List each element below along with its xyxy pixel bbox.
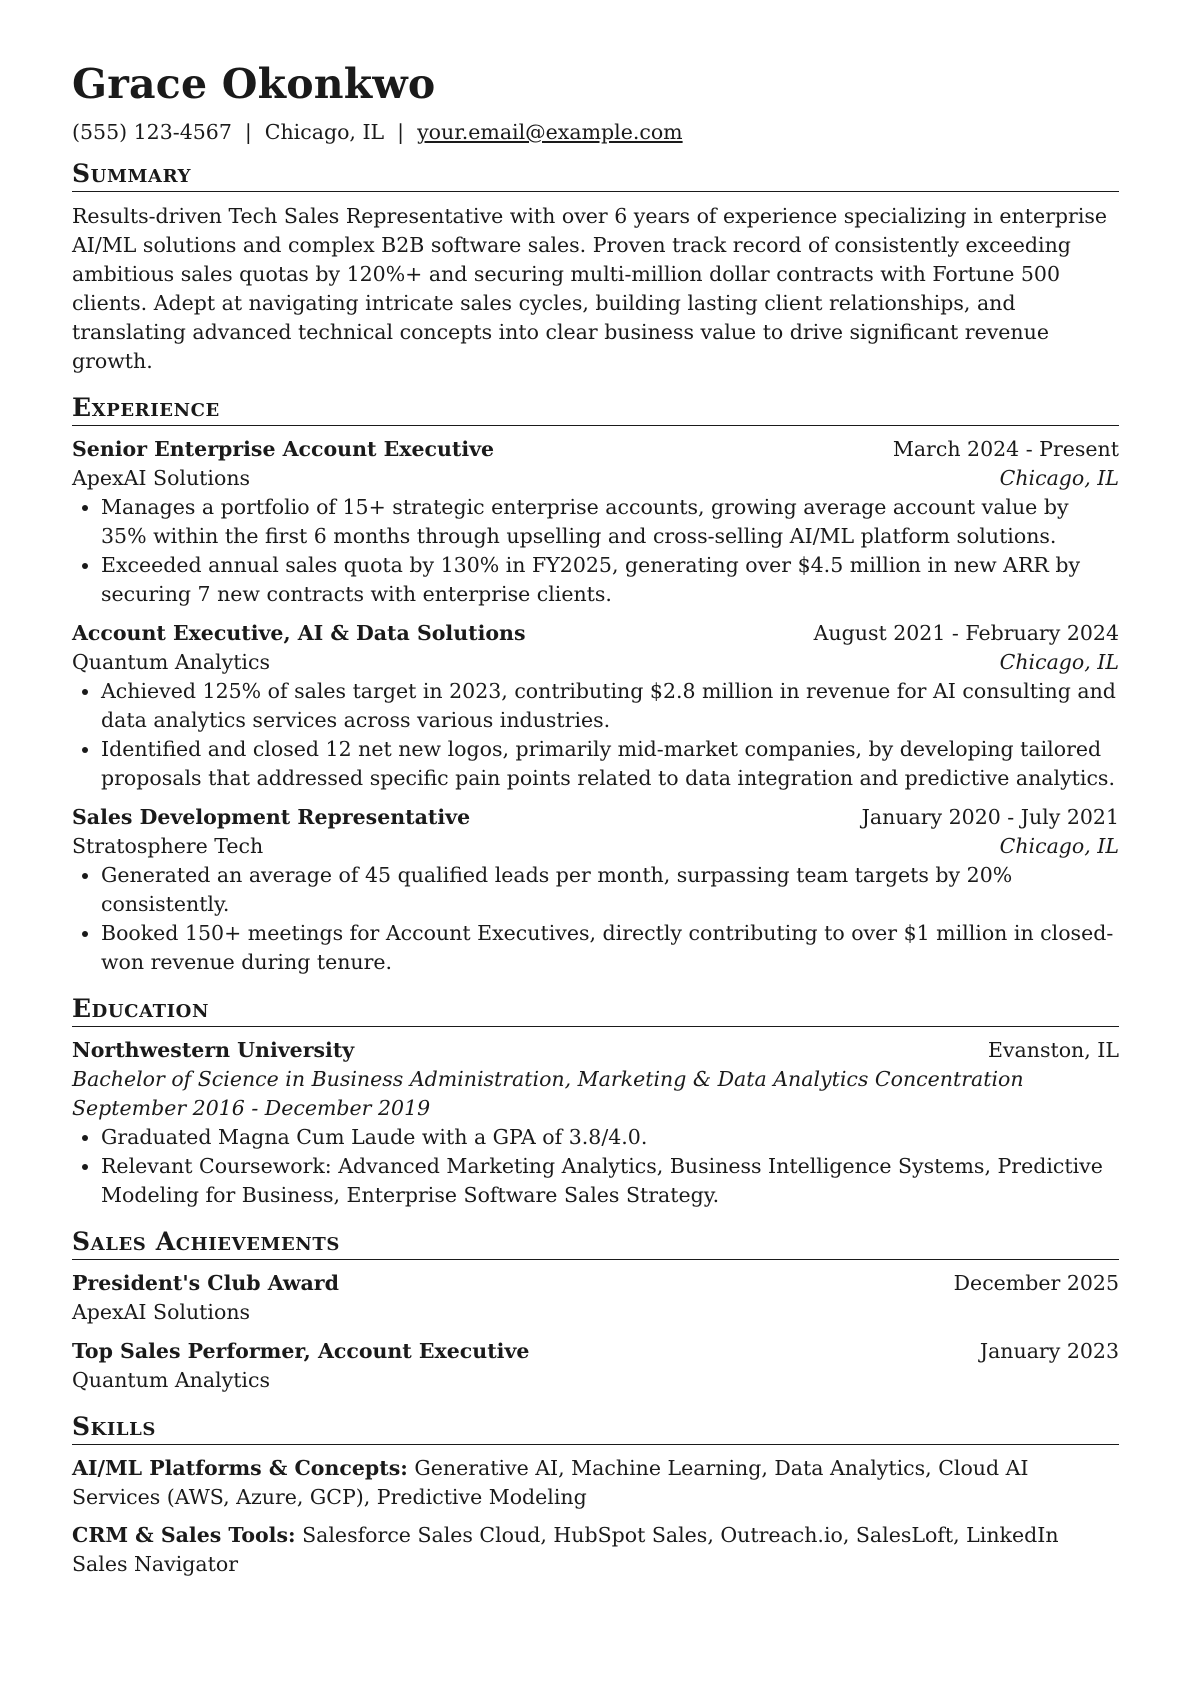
- candidate-name: Grace Okonkwo: [72, 60, 436, 108]
- achievement-entry: [72, 1337, 1119, 1395]
- bullet-item: • Identified and closed 12 net new logos, primarily mid-market companies, by developing tailored proposals that addressed specific pain points related to data integration and predictive analytics.: [101, 735, 1119, 793]
- school-name: Northwestern University: [72, 1038, 355, 1062]
- contact-separator: |: [397, 120, 405, 144]
- phone-number: (555) 123-4567: [72, 120, 232, 144]
- job-bullets: [72, 677, 1119, 793]
- resume-content: [72, 58, 1119, 1579]
- job-dates: March 2024 - Present: [892, 437, 1119, 461]
- company-name: Stratosphere Tech: [72, 834, 264, 858]
- summary-heading: Summary: [72, 159, 1119, 192]
- company-name: ApexAI Solutions: [72, 466, 251, 490]
- skill-label: CRM & Sales Tools:: [72, 1523, 296, 1547]
- job-entry: [72, 435, 1119, 609]
- skill-label: AI/ML Platforms & Concepts:: [72, 1456, 408, 1480]
- contact-line: [72, 118, 1119, 147]
- job-location: Chicago, IL: [999, 650, 1119, 674]
- job-bullets: [72, 861, 1119, 977]
- skill-value: Salesforce Sales Cloud, HubSpot Sales, Outreach.io, SalesLoft, LinkedIn Sales Navigator: [72, 1523, 1059, 1576]
- achievements-heading: Sales Achievements: [72, 1227, 1119, 1260]
- bullet-item: • Graduated Magna Cum Laude with a GPA of 3.8/4.0.: [101, 1123, 1119, 1152]
- job-title: Senior Enterprise Account Executive: [72, 437, 495, 461]
- education-heading: Education: [72, 994, 1119, 1027]
- education-entry: [72, 1036, 1119, 1210]
- skill-line: [72, 1454, 1119, 1512]
- education-bullets: [72, 1123, 1119, 1210]
- experience-heading: Experience: [72, 393, 1119, 426]
- degree-line: Bachelor of Science in Business Administration, Marketing & Data Analytics Concentration September 2016 - December 2019: [72, 1067, 1024, 1120]
- bullet-item: • Generated an average of 45 qualified leads per month, surpassing team targets by 20% consistently.: [101, 861, 1119, 919]
- bullet-item: • Relevant Coursework: Advanced Marketing Analytics, Business Intelligence Systems, Predictive Modeling for Business, Enterprise Software Sales Strategy.: [101, 1152, 1119, 1210]
- job-dates: January 2020 - July 2021: [861, 805, 1119, 829]
- award-company: ApexAI Solutions: [72, 1300, 251, 1324]
- company-name: Quantum Analytics: [72, 650, 270, 674]
- job-entry: [72, 803, 1119, 977]
- skills-heading: Skills: [72, 1412, 1119, 1445]
- award-title: Top Sales Performer, Account Executive: [72, 1339, 530, 1363]
- skill-line: [72, 1521, 1119, 1579]
- bullet-item: • Exceeded annual sales quota by 130% in FY2025, generating over $4.5 million in new ARR by securing 7 new contracts with enterprise clients.: [101, 551, 1119, 609]
- award-date: December 2025: [953, 1271, 1119, 1295]
- job-location: Chicago, IL: [999, 834, 1119, 858]
- location: Chicago, IL: [264, 120, 385, 144]
- contact-separator: |: [244, 120, 252, 144]
- job-dates: August 2021 - February 2024: [813, 621, 1119, 645]
- school-location: Evanston, IL: [987, 1038, 1119, 1062]
- email-link[interactable]: your.email@example.com: [417, 120, 683, 144]
- summary-text: Results-driven Tech Sales Representative with over 6 years of experience specializing in enterprise AI/ML solutions and complex B2B software sales. Proven track record of consistently exceeding ambitious sales quotas by 120%+ and securing multi-million dollar contracts with Fortune 500 clients. Adept at navigating intricate sales cycles, building lasting client relationships, and translating advanced technical concepts into clear business value to drive significant revenue growth.: [72, 204, 1108, 373]
- bullet-item: • Achieved 125% of sales target in 2023, contributing $2.8 million in revenue for AI consulting and data analytics services across various industries.: [101, 677, 1119, 735]
- job-location: Chicago, IL: [999, 466, 1119, 490]
- job-title: Account Executive, AI & Data Solutions: [72, 621, 526, 645]
- job-bullets: [72, 493, 1119, 609]
- award-title: President's Club Award: [72, 1271, 339, 1295]
- achievement-entry: [72, 1269, 1119, 1327]
- bullet-item: • Booked 150+ meetings for Account Executives, directly contributing to over $1 million in closed-won revenue during tenure.: [101, 919, 1119, 977]
- skill-value: Generative AI, Machine Learning, Data Analytics, Cloud AI Services (AWS, Azure, GCP), Predictive Modeling: [72, 1456, 1029, 1509]
- award-company: Quantum Analytics: [72, 1368, 270, 1392]
- award-date: January 2023: [979, 1339, 1119, 1363]
- job-entry: [72, 619, 1119, 793]
- bullet-item: • Manages a portfolio of 15+ strategic enterprise accounts, growing average account value by 35% within the first 6 months through upselling and cross-selling AI/ML platform solutions.: [101, 493, 1119, 551]
- job-title: Sales Development Representative: [72, 805, 471, 829]
